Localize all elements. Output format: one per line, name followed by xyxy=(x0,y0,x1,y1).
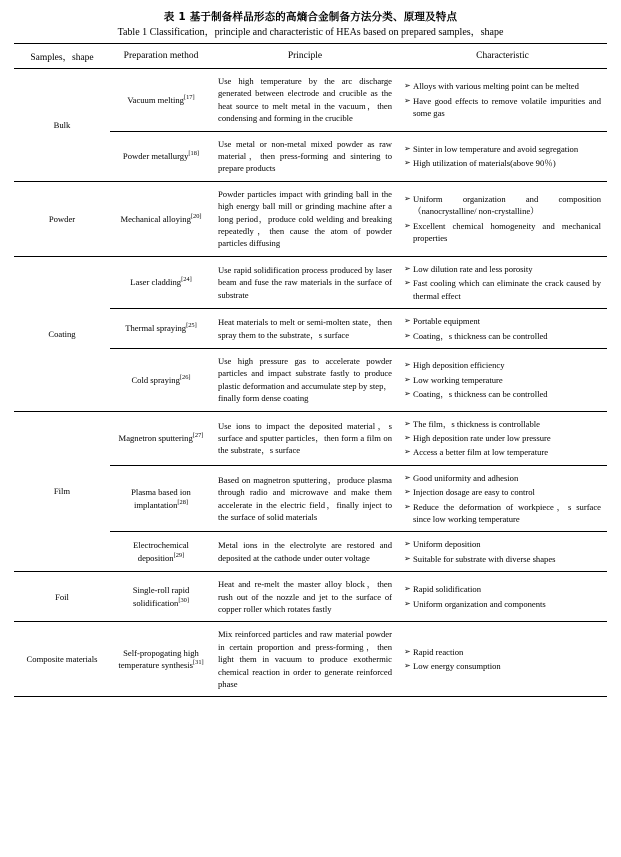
arrow-bullet-icon: ➢ xyxy=(404,95,411,105)
arrow-bullet-icon: ➢ xyxy=(404,81,411,91)
characteristic-cell xyxy=(398,69,607,132)
arrow-bullet-icon: ➢ xyxy=(404,447,411,457)
arrow-bullet-icon: ➢ xyxy=(404,487,411,497)
characteristic-cell xyxy=(398,532,607,572)
arrow-bullet-icon: ➢ xyxy=(404,472,411,482)
arrow-bullet-icon: ➢ xyxy=(404,278,411,288)
principle-cell: Use rapid solidification process produced by laser beam and fuse the raw materials in the surface of substrate xyxy=(212,256,398,308)
column-header-method: Preparation method xyxy=(110,44,212,69)
arrow-bullet-icon: ➢ xyxy=(404,647,411,657)
method-cell: Powder metallurgy[18] xyxy=(110,131,212,181)
principle-cell: Use high pressure gas to accelerate powder particles and impact substrate fastly to produce plastic deformation and accumulate step by step，finally form dense coating xyxy=(212,348,398,411)
table-row xyxy=(14,411,607,465)
characteristic-item: ➢ Good uniformity and adhesion xyxy=(404,472,519,483)
arrow-bullet-icon: ➢ xyxy=(404,501,411,511)
arrow-bullet-icon: ➢ xyxy=(404,598,411,608)
characteristic-item: ➢ Portable equipment xyxy=(404,316,481,327)
principle-cell: Use metal or non-metal mixed powder as raw material，then press-forming and sintering to prepare products xyxy=(212,131,398,181)
principle-cell: Based on magnetron sputtering，produce plasma through radio and microwave and make them accelerate in the electric field，finally inject to the surface of solid materials xyxy=(212,465,398,532)
group-label-cell: Powder xyxy=(14,181,110,256)
reference-superscript: [27] xyxy=(192,432,204,440)
characteristic-item: ➢ Injection dosage are easy to control xyxy=(404,487,535,498)
arrow-bullet-icon: ➢ xyxy=(404,143,411,153)
characteristic-item: ➢ Excellent chemical homogeneity and mechanical properties xyxy=(404,220,601,244)
characteristic-item: ➢ Access a better film at low temperature xyxy=(404,447,549,458)
arrow-bullet-icon: ➢ xyxy=(404,661,411,671)
characteristic-item: ➢ Coating，s thickness can be controlled xyxy=(404,330,548,341)
characteristic-item: ➢ Uniform organization and composition（nanocrystalline/ non-crystalline） xyxy=(404,194,601,217)
method-cell: Single-roll rapid solidification[30] xyxy=(110,572,212,622)
group-label-cell: Foil xyxy=(14,572,110,622)
characteristic-item: ➢ Low working temperature xyxy=(404,374,503,385)
characteristic-item: ➢ Suitable for substrate with diverse shapes xyxy=(404,553,556,564)
reference-superscript: [30] xyxy=(178,596,189,604)
reference-superscript: [26] xyxy=(179,373,191,381)
characteristic-cell xyxy=(398,465,607,532)
group-label-cell: Bulk xyxy=(14,69,110,182)
reference-superscript: [31] xyxy=(193,659,204,667)
characteristic-item: ➢ Rapid reaction xyxy=(404,647,464,658)
method-cell: Mechanical alloying[20] xyxy=(110,181,212,256)
table-caption-english: Table 1 Classification，principle and characteristic of HEAs based on prepared samples，shape xyxy=(117,27,504,38)
table-body xyxy=(14,69,607,697)
characteristic-item: ➢ Have good effects to remove volatile impurities and some gas xyxy=(404,95,601,119)
characteristic-item: ➢ Fast cooling which can eliminate the crack caused by thermal effect xyxy=(404,278,601,301)
characteristic-cell xyxy=(398,309,607,349)
reference-superscript: [18] xyxy=(188,150,200,158)
table-header xyxy=(14,44,607,69)
method-cell: Vacuum melting[17] xyxy=(110,69,212,132)
method-cell: Thermal spraying[25] xyxy=(110,309,212,349)
characteristic-item: ➢ Sinter in low temperature and avoid segregation xyxy=(404,143,579,154)
arrow-bullet-icon: ➢ xyxy=(404,194,411,204)
characteristic-item: ➢ Low energy consumption xyxy=(404,661,501,672)
characteristic-item: ➢ The film，s thickness is controllable xyxy=(404,418,540,429)
characteristic-item: ➢ Uniform organization and components xyxy=(404,598,546,609)
characteristic-cell xyxy=(398,131,607,181)
characteristic-item: ➢ Coating，s thickness can be controlled xyxy=(404,388,548,399)
table-row xyxy=(14,181,607,256)
arrow-bullet-icon: ➢ xyxy=(404,330,411,340)
characteristic-item: ➢ Reduce the deformation of workpiece，s surface since low working temperature xyxy=(404,501,601,524)
method-cell: Laser cladding[24] xyxy=(110,256,212,308)
principle-cell: Mix reinforced particles and raw material powder in certain proportion and press-forming，then light them in vacuum to produce exothermic chemical reaction in order to generate reinforced phase xyxy=(212,622,398,697)
arrow-bullet-icon: ➢ xyxy=(404,584,411,594)
method-cell: Magnetron sputtering[27] xyxy=(110,411,212,465)
column-header-characteristic: Characteristic xyxy=(398,44,607,69)
column-header-samples: Samples，shape xyxy=(14,44,110,69)
reference-superscript: [17] xyxy=(183,93,195,101)
reference-superscript: [29] xyxy=(173,551,185,559)
table-caption-chinese: 表 1 基于制备样品形态的高熵合金制备方法分类、原理及特点 xyxy=(163,11,458,23)
arrow-bullet-icon: ➢ xyxy=(404,388,411,398)
table-row xyxy=(14,69,607,132)
characteristic-item: ➢ Alloys with various melting point can be melted xyxy=(404,81,579,92)
table-row xyxy=(14,572,607,622)
preparation-methods-table xyxy=(14,43,607,697)
group-label-cell: Coating xyxy=(14,256,110,411)
method-cell: Plasma based ion implantation[28] xyxy=(110,465,212,532)
characteristic-cell xyxy=(398,181,607,256)
principle-cell: Use ions to impact the deposited material，s surface and sputter particles，then form a film on the substrate，s surface xyxy=(212,411,398,465)
table-header-row xyxy=(14,44,607,69)
characteristic-item: ➢ High deposition efficiency xyxy=(404,360,505,371)
arrow-bullet-icon: ➢ xyxy=(404,374,411,384)
characteristic-item: ➢ Rapid solidification xyxy=(404,584,482,595)
column-header-principle: Principle xyxy=(212,44,398,69)
characteristic-cell xyxy=(398,411,607,465)
characteristic-item: ➢ High utilization of materials(above 90％) xyxy=(404,158,556,169)
arrow-bullet-icon: ➢ xyxy=(404,316,411,326)
characteristic-item: ➢ Uniform deposition xyxy=(404,539,481,550)
principle-cell: Powder particles impact with grinding ball in the high energy ball mill or grinding machine after a long period，produce cold welding and breaking repeatedly，then cause the atom of powder particles diffusing xyxy=(212,181,398,256)
table-row xyxy=(14,256,607,308)
group-label-cell: Composite materials xyxy=(14,622,110,697)
characteristic-cell xyxy=(398,622,607,697)
group-label-cell: Film xyxy=(14,411,110,572)
arrow-bullet-icon: ➢ xyxy=(404,220,411,230)
arrow-bullet-icon: ➢ xyxy=(404,539,411,549)
characteristic-item: ➢ High deposition rate under low pressure xyxy=(404,432,551,443)
method-cell: Electrochemical deposition[29] xyxy=(110,532,212,572)
characteristic-item: ➢ Low dilution rate and less porosity xyxy=(404,263,533,274)
reference-superscript: [20] xyxy=(190,212,202,220)
reference-superscript: [24] xyxy=(181,276,192,284)
principle-cell: Metal ions in the electrolyte are restored and deposited at the cathode under outer voltage xyxy=(212,532,398,572)
arrow-bullet-icon: ➢ xyxy=(404,158,411,168)
arrow-bullet-icon: ➢ xyxy=(404,418,411,428)
method-cell: Self-propogating high temperature synthesis[31] xyxy=(110,622,212,697)
table-row xyxy=(14,622,607,697)
characteristic-cell xyxy=(398,256,607,308)
principle-cell: Heat and re-melt the master alloy block，then rush out of the nozzle and jet to the surface of copper roller which rotates fastly xyxy=(212,572,398,622)
reference-superscript: [25] xyxy=(186,322,197,330)
characteristic-cell xyxy=(398,348,607,411)
reference-superscript: [28] xyxy=(177,498,189,506)
arrow-bullet-icon: ➢ xyxy=(404,553,411,563)
method-cell: Cold spraying[26] xyxy=(110,348,212,411)
arrow-bullet-icon: ➢ xyxy=(404,263,411,273)
arrow-bullet-icon: ➢ xyxy=(404,432,411,442)
principle-cell: Use high temperature by the arc discharge generated between electrode and crucible as the heat source to melt metal in the vacuum，then condensing and forming in the crucible xyxy=(212,69,398,132)
characteristic-cell xyxy=(398,572,607,622)
arrow-bullet-icon: ➢ xyxy=(404,360,411,370)
principle-cell: Heat materials to melt or semi-molten state，then spray them to the substrate，s surface xyxy=(212,309,398,349)
